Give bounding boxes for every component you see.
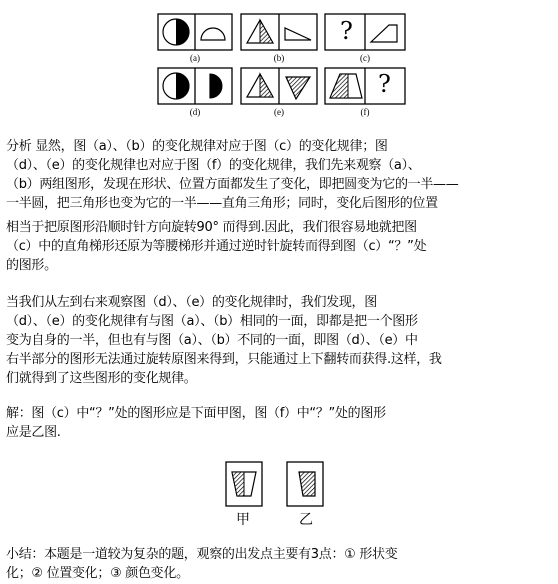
figure-e [241, 68, 317, 104]
question-mark-f: ? [378, 70, 391, 98]
summary-line: 小结：本题是一道较为复杂的题，观察的出发点主要有3点：① 形状变 [6, 547, 398, 562]
figure-b [241, 14, 317, 50]
circle-half-filled-icon [163, 73, 189, 99]
figure-f [325, 68, 405, 104]
figure-a [158, 14, 232, 50]
caption-d: (d) [189, 107, 201, 117]
analysis-line: （c）中的直角梯形还原为等腰梯形并通过逆时针旋转而得到图（c）“？”处 [6, 239, 427, 254]
figure-c [325, 14, 405, 50]
analysis-line: 相当于把原图形沿顺时针方向旋转90° 而得到.因此，我们很容易地就把图 [6, 220, 417, 235]
analysis-line: 一半圆，把三角形也变为它的一半——直角三角形；同时，变化后图形的位置 [6, 196, 438, 211]
question-mark-c: ? [340, 17, 353, 45]
caption-a: (a) [190, 53, 200, 63]
answer-yi-figure [287, 462, 323, 506]
summary-paragraph [6, 545, 554, 583]
analysis-line: 的图形。 [6, 258, 57, 273]
solution-line: 应是乙图. [6, 425, 61, 440]
observation-line: 变为自身的一半，但也有与图（a）、（b）不同的一面，即图（d）、（e）中 [6, 333, 418, 348]
caption-c: (c) [360, 53, 370, 63]
answer-yi-label: 乙 [299, 512, 313, 528]
figure-d [158, 68, 232, 104]
analysis-paragraph-cont [6, 218, 554, 275]
answer-jia-figure [226, 462, 262, 506]
analysis-line: （b）两组图形，发现在形状、位置方面都发生了变化，即把圆变为它的一半—— [6, 177, 459, 192]
observation-paragraph [6, 293, 554, 388]
answer-figures [0, 458, 558, 518]
observation-line: （d）、（e）的变化规律有与图（a）、（b）相同的一面，即都是把一个图形 [6, 314, 418, 329]
caption-f: (f) [360, 107, 370, 117]
observation-line: 右半部分的图形无法通过旋转原图来得到，只能通过上下翻转而获得.这样，我 [6, 352, 442, 367]
observation-line: 当我们从左到右来观察图（d）、（e）的变化规律时，我们发现，图 [6, 295, 377, 310]
analysis-line: 分析 显然，图（a）、（b）的变化规律对应于图（c）的变化规律；图 [6, 139, 388, 154]
analysis-line: （d）、（e）的变化规律也对应于图（f）的变化规律，我们先来观察（a）、 [6, 158, 421, 173]
observation-line: 们就得到了这些图形的变化规律。 [6, 371, 197, 386]
solution-paragraph [6, 404, 554, 442]
solution-line: 解：图（c）中“？”处的图形应是下面甲图，图（f）中“？”处的图形 [6, 406, 386, 421]
circle-half-filled-icon [163, 19, 189, 45]
answer-jia-label: 甲 [236, 512, 250, 528]
summary-line: 化；② 位置变化；③ 颜色变化。 [6, 566, 189, 581]
caption-e: (e) [274, 107, 284, 117]
analysis-paragraph [6, 137, 554, 213]
caption-b: (b) [273, 53, 285, 63]
